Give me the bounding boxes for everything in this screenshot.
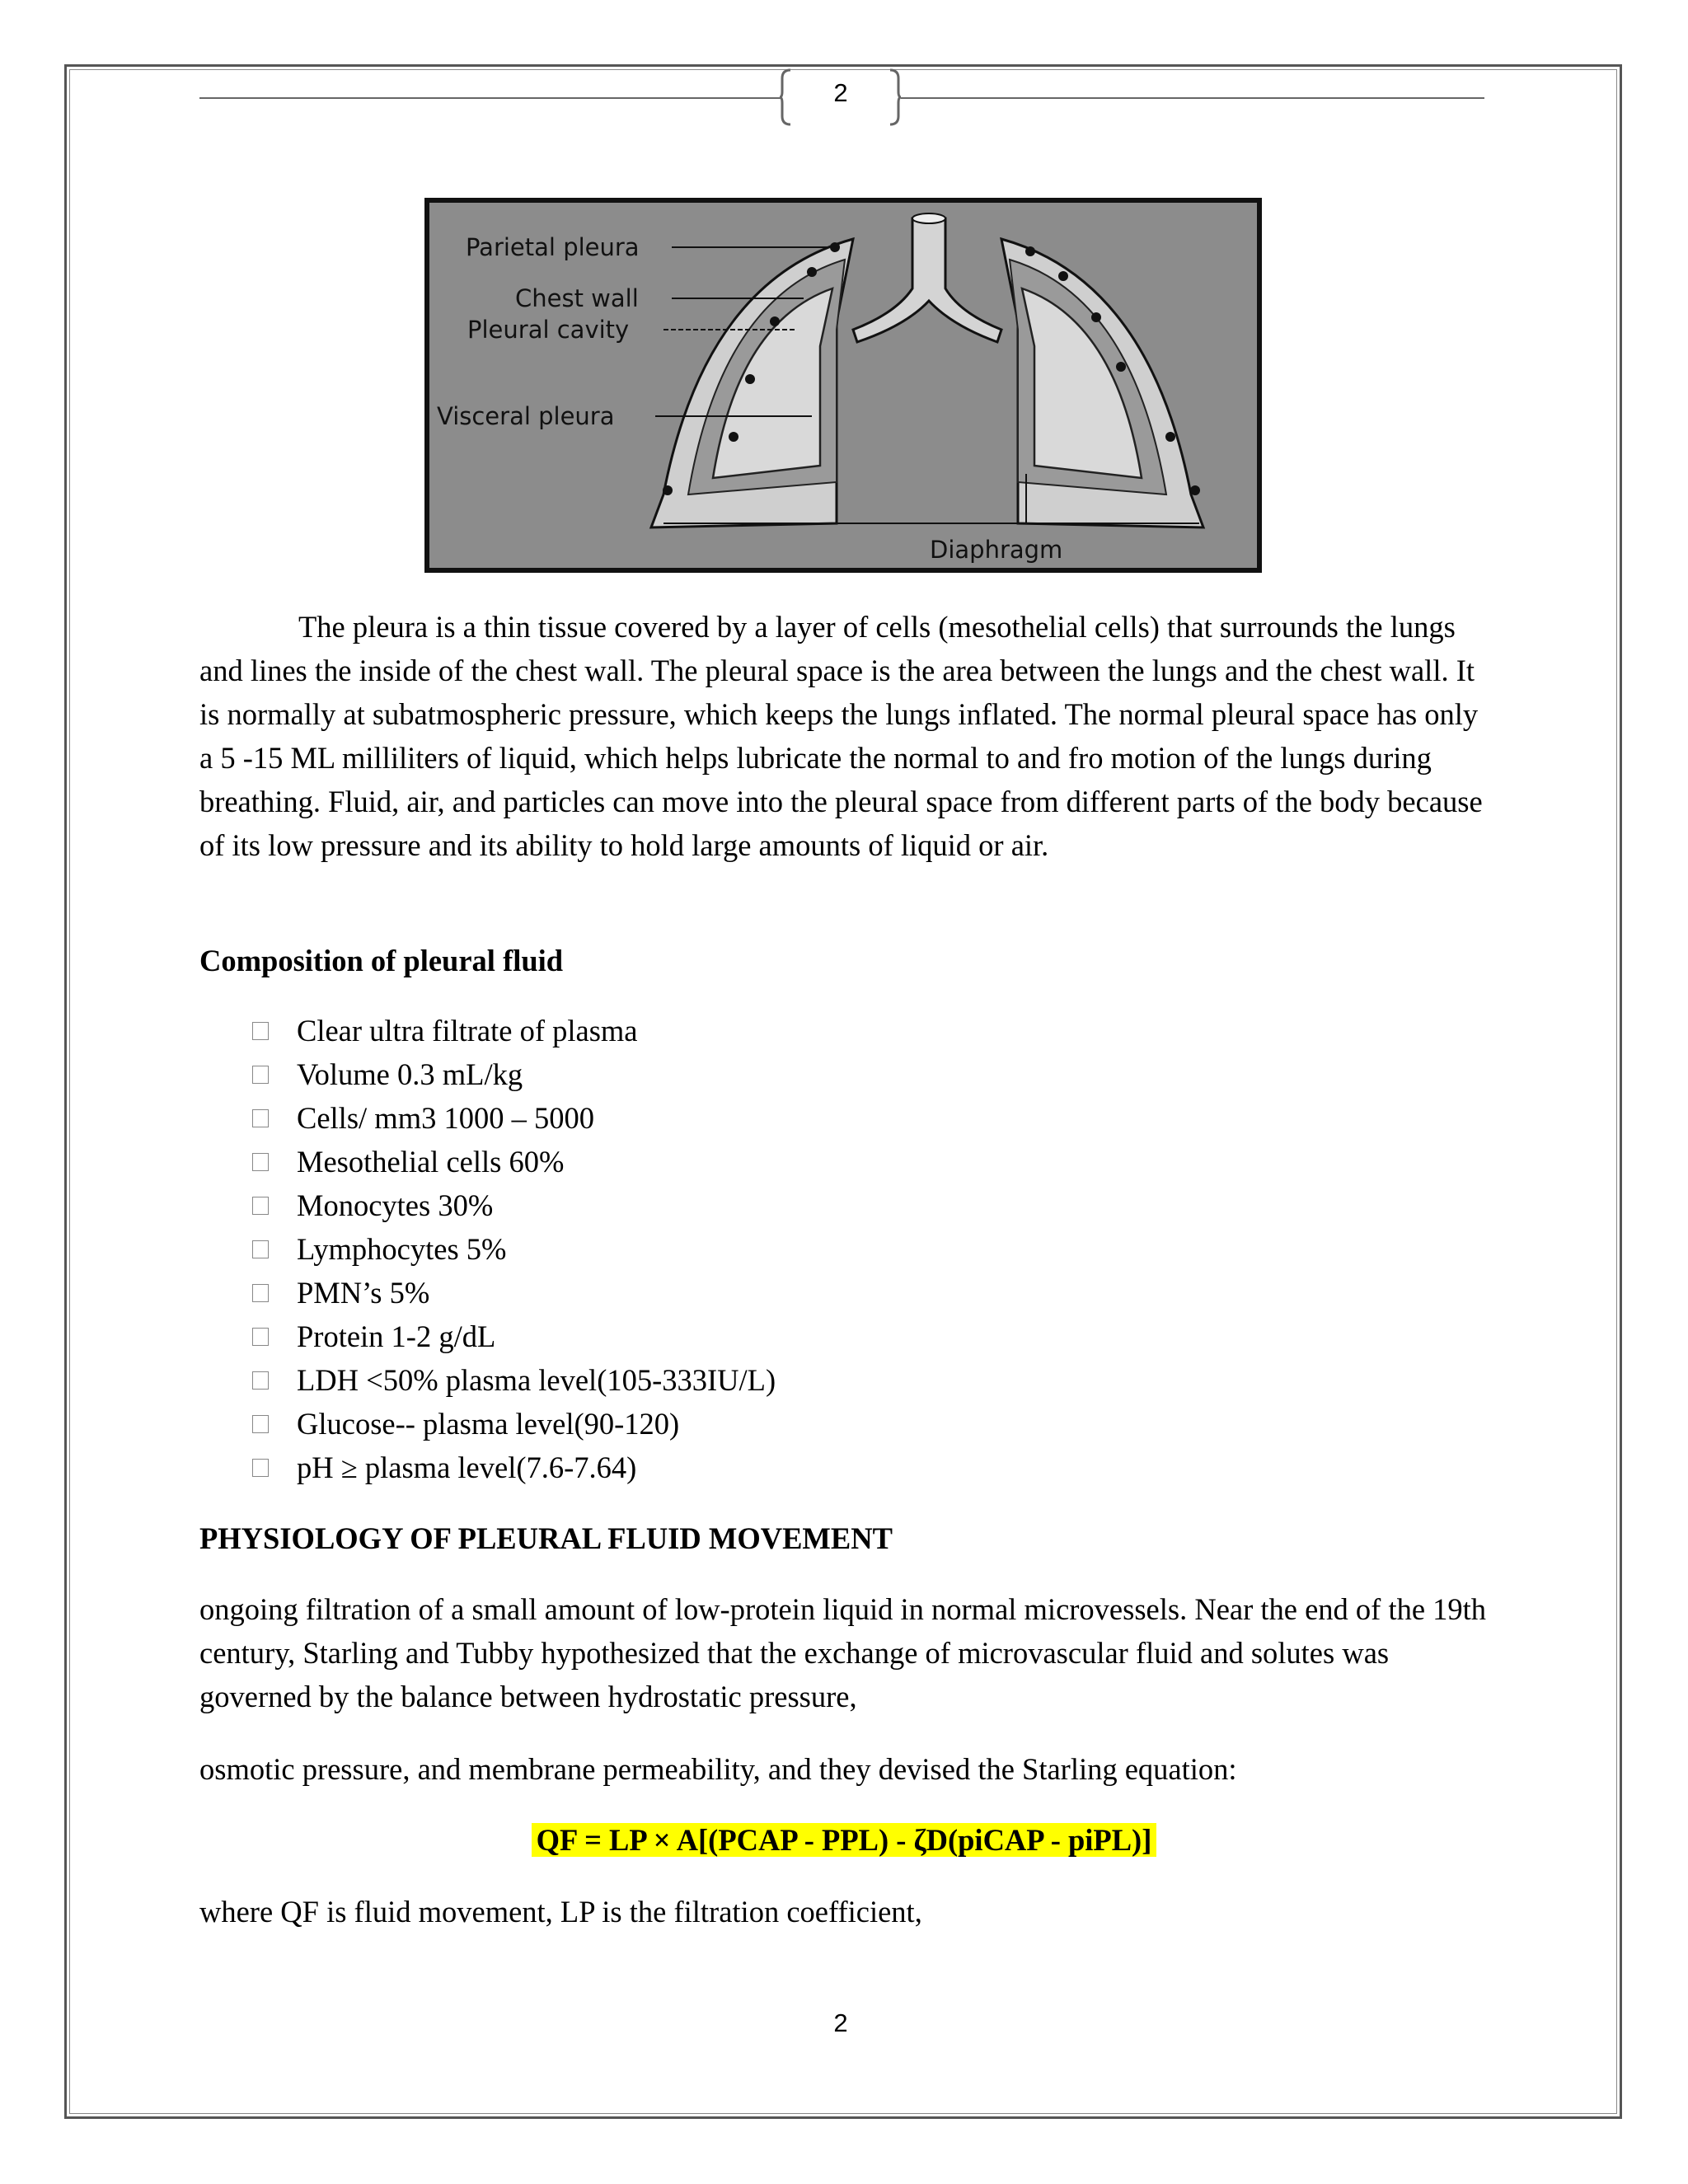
header-brace-right bbox=[889, 68, 902, 126]
physiology-heading: PHYSIOLOGY OF PLEURAL FLUID MOVEMENT bbox=[199, 1521, 893, 1555]
bullet-box-icon bbox=[252, 1415, 269, 1433]
physiology-paragraph-2: osmotic pressure, and membrane permeability, and they devised the Starling equation: bbox=[199, 1752, 1237, 1786]
physiology-paragraph-3: where QF is fluid movement, LP is the filtration coefficient, bbox=[199, 1895, 922, 1929]
bullet-box-icon bbox=[252, 1284, 269, 1302]
list-item: Protein 1-2 g/dL bbox=[247, 1315, 776, 1358]
list-item: LDH <50% plasma level(105-333IU/L) bbox=[247, 1358, 776, 1402]
bullet-box-icon bbox=[252, 1328, 269, 1346]
header-rule-left bbox=[199, 97, 781, 99]
physiology-paragraph-1: ongoing filtration of a small amount of low-protein liquid in normal microvessels. Near the end of the 19th century, Starling and Tubby hypothesized that the exchange of microvascular fluid and solutes was governed by the balance between hydrostatic pressure, bbox=[199, 1592, 1487, 1713]
list-item: Cells/ mm3 1000 – 5000 bbox=[247, 1096, 776, 1140]
header-rule-right bbox=[901, 97, 1484, 99]
header-page-number: 2 bbox=[833, 78, 848, 107]
list-item: Monocytes 30% bbox=[247, 1183, 776, 1227]
list-item: PMN’s 5% bbox=[247, 1271, 776, 1315]
list-item: Glucose-- plasma level(90-120) bbox=[247, 1402, 776, 1446]
bullet-box-icon bbox=[252, 1459, 269, 1477]
bullet-box-icon bbox=[252, 1066, 269, 1084]
composition-list bbox=[247, 1009, 776, 1489]
header-brace-left bbox=[779, 68, 792, 126]
starling-equation: QF = LP × A[(PCAP - PPL) - ζD(piCAP - piPL)] bbox=[0, 1818, 1688, 1862]
list-item: Volume 0.3 mL/kg bbox=[247, 1052, 776, 1096]
label-parietal-pleura: Parietal pleura bbox=[466, 233, 640, 261]
bullet-box-icon bbox=[252, 1109, 269, 1127]
list-item: Mesothelial cells 60% bbox=[247, 1140, 776, 1183]
bullet-box-icon bbox=[252, 1371, 269, 1390]
label-diaphragm: Diaphragm bbox=[930, 536, 1063, 564]
label-visceral-pleura: Visceral pleura bbox=[437, 402, 615, 430]
pleura-diagram bbox=[424, 198, 1262, 573]
label-chest-wall: Chest wall bbox=[515, 284, 639, 312]
intro-paragraph: The pleura is a thin tissue covered by a layer of cells (mesothelial cells) that surrounds the lungs and lines the inside of the chest wall. The pleural space is the area between the lungs and the chest wall. It is normally at subatmospheric pressure, which keeps the lungs inflated. The normal pleural space has only a 5 -15 ML milliliters of liquid, which helps lubricate the normal to and fro motion of the lungs during breathing. Fluid, air, and particles can move into the pleural space from different parts of the body because of its low pressure and its ability to hold large amounts of liquid or air. bbox=[199, 610, 1483, 862]
bullet-box-icon bbox=[252, 1153, 269, 1171]
list-item: Clear ultra filtrate of plasma bbox=[247, 1009, 776, 1052]
list-item: pH ≥ plasma level(7.6-7.64) bbox=[247, 1446, 776, 1489]
composition-heading: Composition of pleural fluid bbox=[199, 944, 564, 977]
footer-page-number: 2 bbox=[833, 2008, 848, 2037]
bullet-box-icon bbox=[252, 1197, 269, 1215]
list-item: Lymphocytes 5% bbox=[247, 1227, 776, 1271]
bullet-box-icon bbox=[252, 1240, 269, 1258]
bullet-box-icon bbox=[252, 1022, 269, 1040]
label-pleural-cavity: Pleural cavity bbox=[467, 316, 630, 344]
